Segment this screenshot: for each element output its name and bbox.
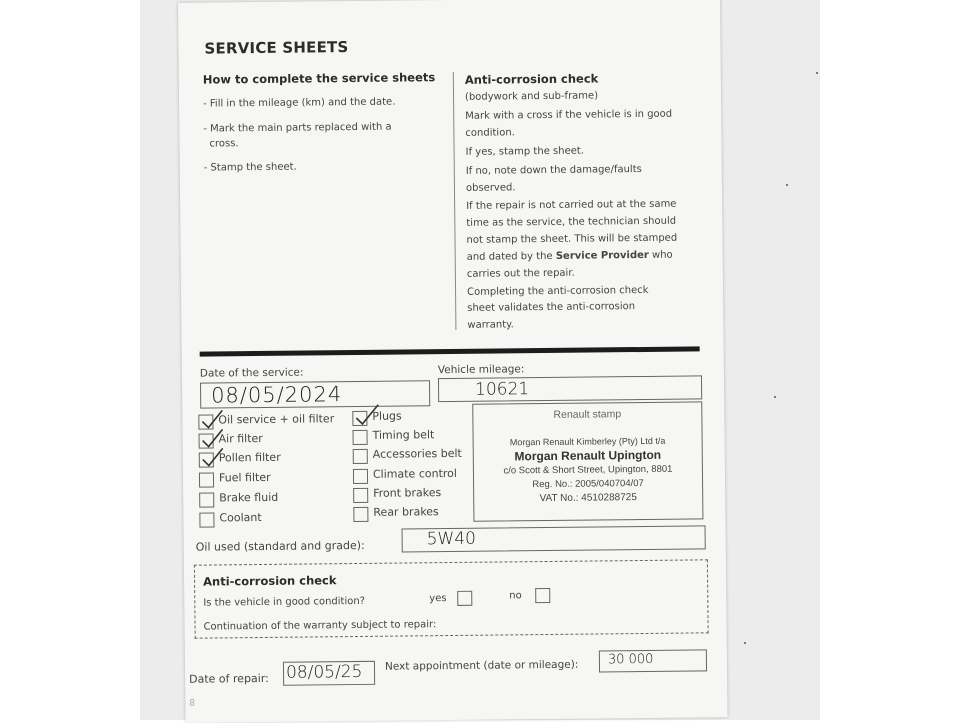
next-appointment-value: 30 000 xyxy=(607,651,654,668)
checkbox-label: Fuel filter xyxy=(218,470,271,485)
check-mark xyxy=(203,448,223,465)
instruction-line: - Mark the main parts replaced with a xyxy=(203,121,392,135)
anti-line: Mark with a cross if the vehicle is in good xyxy=(465,108,673,122)
service-provider-term: Service Provider xyxy=(555,249,649,262)
page-number: 8 xyxy=(189,698,196,709)
no-label: no xyxy=(509,590,522,602)
speck xyxy=(774,396,776,398)
stamp-dealer-name: Morgan Renault Upington xyxy=(514,447,662,464)
anti-line: carries out the repair. xyxy=(466,267,575,280)
date-of-repair-label: Date of repair: xyxy=(189,671,269,686)
stamp-title: Renault stamp xyxy=(553,408,622,421)
anti-line: sheet validates the anti-corrosion xyxy=(467,301,636,314)
stamp-line: c/o Scott & Short Street, Upington, 8801 xyxy=(503,463,673,477)
mileage-label: Vehicle mileage: xyxy=(437,363,525,377)
anti-line: If the repair is not carried out at the same xyxy=(466,198,677,212)
check-mark xyxy=(202,410,222,427)
instructions-heading: How to complete the service sheets xyxy=(202,70,436,87)
anti-line: (bodywork and sub-frame) xyxy=(464,90,599,103)
checkbox-condition-no[interactable] xyxy=(535,588,550,603)
yes-label: yes xyxy=(429,593,447,605)
stamp-line: Reg. No.: 2005/040704/07 xyxy=(532,477,644,491)
next-appointment-field[interactable] xyxy=(599,649,707,672)
anti-line-part: who xyxy=(651,249,673,261)
renault-stamp-box xyxy=(472,401,703,521)
speck xyxy=(744,642,746,644)
checkbox-label: Brake fluid xyxy=(219,490,279,505)
page-title: SERVICE SHEETS xyxy=(204,38,349,58)
checkbox-label: Rear brakes xyxy=(373,505,439,519)
stamp-line: Morgan Renault Kimberley (Pty) Ltd t/a xyxy=(509,435,666,448)
checkbox-label: Accessories belt xyxy=(372,446,462,461)
anti-corrosion-box-heading: Anti-corrosion check xyxy=(203,573,337,589)
speck xyxy=(786,184,788,186)
check-mark xyxy=(356,405,378,424)
checkbox-label: Coolant xyxy=(219,510,262,525)
instruction-line: cross. xyxy=(209,138,239,150)
anti-line: warranty. xyxy=(467,319,514,331)
anti-line: condition. xyxy=(465,127,515,139)
check-mark xyxy=(202,429,222,446)
stamp-line: VAT No.: 4510288725 xyxy=(539,492,637,505)
anti-line: If yes, stamp the sheet. xyxy=(465,145,585,158)
oil-used-value: 5W40 xyxy=(426,528,477,550)
condition-question: Is the vehicle in good condition? xyxy=(203,595,366,609)
date-of-service-value: 08/05/2024 xyxy=(211,382,343,408)
anti-line: not stamp the sheet. This will be stamped xyxy=(466,232,678,246)
continuation-label: Continuation of the warranty subject to repair: xyxy=(203,619,437,633)
oil-used-label: Oil used (standard and grade): xyxy=(195,538,365,554)
anti-corrosion-box xyxy=(194,559,709,638)
checkbox-label: Oil service + oil filter xyxy=(218,412,335,427)
checkbox-label: Pollen filter xyxy=(218,450,281,465)
oil-used-field[interactable] xyxy=(402,525,706,552)
anti-corrosion-heading: Anti-corrosion check xyxy=(464,71,599,87)
speck xyxy=(816,72,818,74)
anti-line: Completing the anti-corrosion check xyxy=(467,284,649,298)
instruction-line: - Fill in the mileage (km) and the date. xyxy=(203,96,396,110)
mileage-value: 10621 xyxy=(474,379,530,400)
anti-line: If no, note down the damage/faults xyxy=(465,163,642,177)
date-of-repair-value: 08/05/25 xyxy=(285,661,363,683)
date-of-repair-field[interactable] xyxy=(283,661,375,686)
date-of-service-label: Date of the service: xyxy=(199,366,304,380)
background-right xyxy=(820,0,960,720)
next-appointment-label: Next appointment (date or mileage): xyxy=(384,658,579,673)
checkbox-label: Front brakes xyxy=(373,486,442,500)
checkbox-label: Plugs xyxy=(372,409,402,423)
anti-line-part: and dated by the xyxy=(466,250,553,263)
anti-line: time as the service, the technician should xyxy=(466,215,677,229)
background-left xyxy=(0,0,140,720)
checkbox-label: Timing belt xyxy=(372,428,435,442)
checkbox-label: Air filter xyxy=(218,431,263,446)
checkbox-label: Climate control xyxy=(372,466,457,481)
instruction-line: - Stamp the sheet. xyxy=(203,161,297,174)
anti-line: observed. xyxy=(465,182,516,194)
checkbox-condition-yes[interactable] xyxy=(457,591,472,606)
service-sheet-page xyxy=(178,0,728,723)
